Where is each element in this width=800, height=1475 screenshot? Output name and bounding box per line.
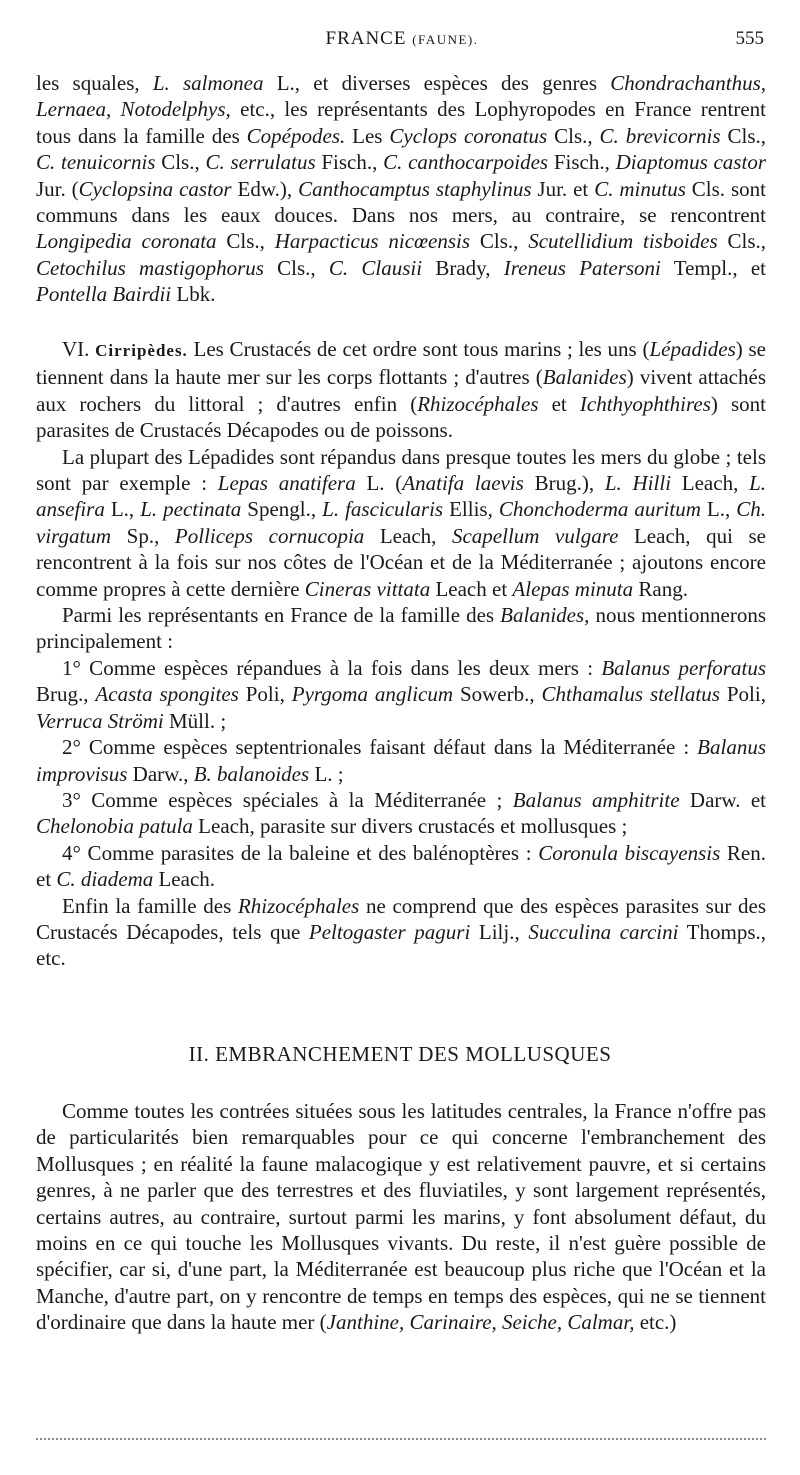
paragraph-mollusques bbox=[36, 1098, 766, 1336]
text-run: Anatifa laevis bbox=[402, 471, 524, 496]
text-run: Copépodes. bbox=[246, 123, 346, 148]
text-run: Jur. et bbox=[531, 176, 595, 201]
text-run: C. canthocarpoides bbox=[383, 150, 549, 175]
text-run: Enfin la famille des bbox=[62, 893, 238, 918]
text-run: Chondrachanthus, Lernaea, Notodelphys, bbox=[36, 71, 766, 122]
text-run: Scutellidium tisboides bbox=[528, 229, 718, 254]
text-run: Darw. et bbox=[679, 787, 767, 812]
text-run: Cls., bbox=[263, 255, 329, 280]
text-run: C. brevicornis bbox=[599, 123, 721, 148]
paragraph-rhizocephales bbox=[36, 893, 766, 972]
text-run: Comme toutes les contrées situées sous les latitudes centrales, la France n'offre pas de particularités bien remarquables pour ce qui concerne l'embranchement des Mollusques ; en réalité la faune malacogique y est relativement pauvre, et si certains genres, à ne parler que des terrestres et des fluviatiles, y sont largement représentés, certains autres, au contraire, surtout parmi les marins, y font absolument défaut, du moins en ce qui touche les Mollusques vivants. Du reste, il n'est guère possible de spécifier, car si, d'une part, la Méditerranée est beaucoup plus riche que l'Océan et la Manche, d'autre part, on y rencontre de temps en temps des espèces, qui ne se tiennent d'ordinaire que dans la haute mer ( bbox=[36, 1099, 766, 1335]
text-run: Leach. bbox=[153, 867, 216, 892]
text-run: Cyclops coronatus bbox=[389, 123, 548, 148]
list-item-4 bbox=[36, 840, 766, 893]
text-run: Canthocamptus staphylinus bbox=[298, 176, 532, 201]
text-run: etc., les représentants des Lophyropodes en France rentrent tous dans la famille des bbox=[36, 97, 767, 148]
text-run: Brug., bbox=[36, 682, 96, 707]
text-run: Brady, bbox=[422, 255, 504, 280]
paragraph-lepadides bbox=[36, 444, 766, 602]
text-run: Rang. bbox=[633, 576, 688, 601]
text-run: Poli, bbox=[719, 682, 766, 707]
text-run: VI. bbox=[62, 337, 96, 361]
text-run: 4° Comme parasites de la baleine et des balénoptères : bbox=[62, 840, 539, 865]
page-number: 555 bbox=[735, 28, 764, 49]
text-run: L. salmonea bbox=[152, 71, 264, 95]
text-run: Leach, qui se rencontrent à la fois sur nos côtes de l'Océan et de la Méditerranée ; ajoutons encore comme propres à cette dernière bbox=[36, 523, 766, 601]
text-run: Balanus amphitrite bbox=[512, 787, 680, 812]
text-run: Diaptomus castor bbox=[615, 150, 766, 175]
text-run: Coronula biscayensis bbox=[538, 840, 721, 865]
text-run: etc.) bbox=[634, 1310, 677, 1335]
paragraph-copepodes bbox=[36, 70, 766, 308]
text-run: Verruca Strömi bbox=[36, 708, 164, 733]
text-run: L. ( bbox=[355, 471, 403, 496]
text-run: L. pectinata bbox=[140, 497, 242, 522]
running-title bbox=[40, 28, 764, 50]
text-run: Thomps., etc. bbox=[36, 919, 766, 971]
text-run: 2° Comme espèces septentrionales faisant défaut dans la Méditerranée : bbox=[62, 735, 698, 760]
text-run: Cls., bbox=[547, 123, 600, 148]
paragraph-balanides-intro bbox=[36, 602, 766, 655]
text-run: Lépadides bbox=[649, 337, 736, 361]
text-run: Balanides, bbox=[500, 603, 590, 628]
text-run: Cls. sont communs dans les eaux douces. Dans nos mers, au contraire, se rencontrent bbox=[36, 176, 766, 228]
text-run: Rhizocéphales bbox=[417, 391, 539, 416]
text-block-mollusques bbox=[36, 1098, 766, 1336]
text-run: Cls., bbox=[155, 150, 206, 175]
text-run: Leach et bbox=[430, 576, 513, 601]
text-run: Acasta spongites bbox=[95, 682, 239, 707]
text-run: Les Crustacés de cet ordre sont tous marins ; les uns ( bbox=[187, 337, 650, 361]
text-run: Spengl., bbox=[241, 497, 323, 522]
running-header bbox=[40, 28, 764, 58]
text-run: Edw.), bbox=[231, 176, 299, 201]
text-run: Cls., bbox=[720, 123, 767, 148]
text-run: Succulina carcini bbox=[528, 919, 679, 944]
text-run: Fisch., bbox=[315, 150, 384, 175]
text-run: Rhizocéphales bbox=[237, 893, 360, 918]
text-run: Müll. ; bbox=[163, 708, 227, 733]
text-run: L. fascicularis bbox=[322, 497, 444, 522]
list-item-3 bbox=[36, 787, 766, 840]
text-run: Ireneus Patersoni bbox=[503, 255, 661, 280]
list-item-2 bbox=[36, 734, 766, 787]
text-run: les squales, bbox=[36, 71, 153, 95]
text-run: Sp., bbox=[111, 523, 175, 548]
text-run: nous mentionnerons principalement : bbox=[36, 603, 766, 654]
text-run: Chelonobia patula bbox=[36, 814, 193, 839]
text-run: Alepas minuta bbox=[512, 576, 634, 601]
text-run: Cineras vittata bbox=[304, 576, 431, 601]
text-run: Balanus perforatus bbox=[601, 655, 766, 680]
text-run: Cetochilus mastigophorus bbox=[36, 255, 264, 280]
text-run: Ellis, bbox=[443, 497, 499, 522]
text-block-cirripedes bbox=[36, 336, 766, 972]
text-run: ) se tiennent dans la haute mer sur les corps flottants ; d'autres ( bbox=[36, 337, 766, 390]
section-heading: II. EMBRANCHEMENT DES MOLLUSQUES bbox=[188, 1042, 612, 1066]
text-run: Cls., bbox=[470, 229, 529, 254]
text-run: Poli, bbox=[238, 682, 292, 707]
text-run: La plupart des Lépadides sont répandus dans presque toutes les mers du globe ; tels sont par exemple : bbox=[36, 444, 766, 496]
text-run: Darw., bbox=[127, 761, 194, 786]
text-run: Lepas anatifera bbox=[217, 471, 356, 496]
text-run: Peltogaster paguri bbox=[308, 919, 471, 944]
list-item-1 bbox=[36, 655, 766, 734]
text-run: Fisch., bbox=[548, 150, 616, 175]
running-title-sub: (FAUNE). bbox=[412, 32, 479, 47]
text-run: L., bbox=[700, 497, 737, 522]
text-run: Balanus improvisus bbox=[36, 735, 766, 786]
text-run: Chthamalus stellatus bbox=[541, 682, 720, 707]
text-run: C. diadema bbox=[56, 867, 154, 892]
text-run: C. serrulatus bbox=[205, 150, 316, 175]
text-run: ne comprend que des espèces parasites sur des Crustacés Décapodes, tels que bbox=[36, 893, 766, 944]
paragraph-cirripedes-intro bbox=[36, 336, 766, 444]
text-run: et bbox=[538, 391, 580, 416]
text-run: C. Clausii bbox=[328, 255, 423, 280]
text-run: Sowerb., bbox=[453, 682, 542, 707]
text-run: Parmi les représentants en France de la famille des bbox=[62, 603, 501, 628]
text-run: 3° Comme espèces spéciales à la Méditerranée ; bbox=[62, 787, 513, 812]
text-run: Pyrgoma anglicum bbox=[291, 682, 454, 707]
text-run: Cls., bbox=[216, 229, 275, 254]
text-run: C. tenuicornis bbox=[36, 150, 156, 175]
text-run: Ch. virgatum bbox=[36, 497, 767, 548]
text-run: Harpacticus nicœensis bbox=[274, 229, 471, 254]
text-run: Jur. ( bbox=[36, 176, 79, 201]
text-block-copepodes bbox=[36, 70, 766, 308]
text-run: Polliceps cornucopia bbox=[174, 523, 365, 548]
text-run: Brug.), bbox=[523, 471, 605, 496]
text-run: Cyclopsina castor bbox=[78, 176, 232, 201]
text-run: ) vivent attachés aux rochers du littoral ; d'autres enfin ( bbox=[36, 365, 766, 416]
text-run: Leach, parasite sur divers crustacés et mollusques ; bbox=[192, 814, 628, 839]
text-run: Leach, bbox=[364, 523, 452, 548]
text-run: L., et diverses espèces des genres bbox=[263, 71, 611, 95]
text-run: L., bbox=[104, 497, 141, 522]
text-run: Lbk. bbox=[171, 282, 216, 307]
text-run: Longipedia coronata bbox=[36, 229, 217, 254]
text-run: Pontella Bairdii bbox=[36, 282, 172, 307]
text-run: Templ., et bbox=[660, 255, 766, 280]
text-run: Scapellum vulgare bbox=[451, 523, 619, 548]
text-run: Leach, bbox=[671, 471, 750, 496]
footer-dotted-rule bbox=[36, 1438, 766, 1442]
text-run: Les bbox=[345, 123, 390, 148]
text-run: B. balanoides bbox=[193, 761, 310, 786]
text-run: ) sont parasites de Crustacés Décapodes ou de poissons. bbox=[36, 391, 767, 443]
text-run: Balanides bbox=[542, 365, 627, 390]
text-run: L. ansefira bbox=[36, 471, 767, 522]
text-run: Cls., bbox=[717, 229, 767, 254]
text-run: Ren. et bbox=[36, 840, 766, 892]
text-run: 1° Comme espèces répandues à la fois dans les deux mers : bbox=[62, 655, 602, 680]
text-run: Janthine, Carinaire, Seiche, Calmar, bbox=[326, 1310, 635, 1335]
running-title-main: FRANCE bbox=[325, 28, 407, 49]
text-run: Lilj., bbox=[470, 919, 529, 944]
text-run: C. minutus bbox=[594, 176, 686, 201]
text-run: L. Hilli bbox=[604, 471, 672, 496]
text-run: L. ; bbox=[309, 761, 344, 786]
text-run: Cirripèdes. bbox=[95, 341, 188, 360]
text-run: Ichthyophthires bbox=[579, 391, 711, 416]
text-run: Chonchoderma auritum bbox=[498, 497, 701, 522]
